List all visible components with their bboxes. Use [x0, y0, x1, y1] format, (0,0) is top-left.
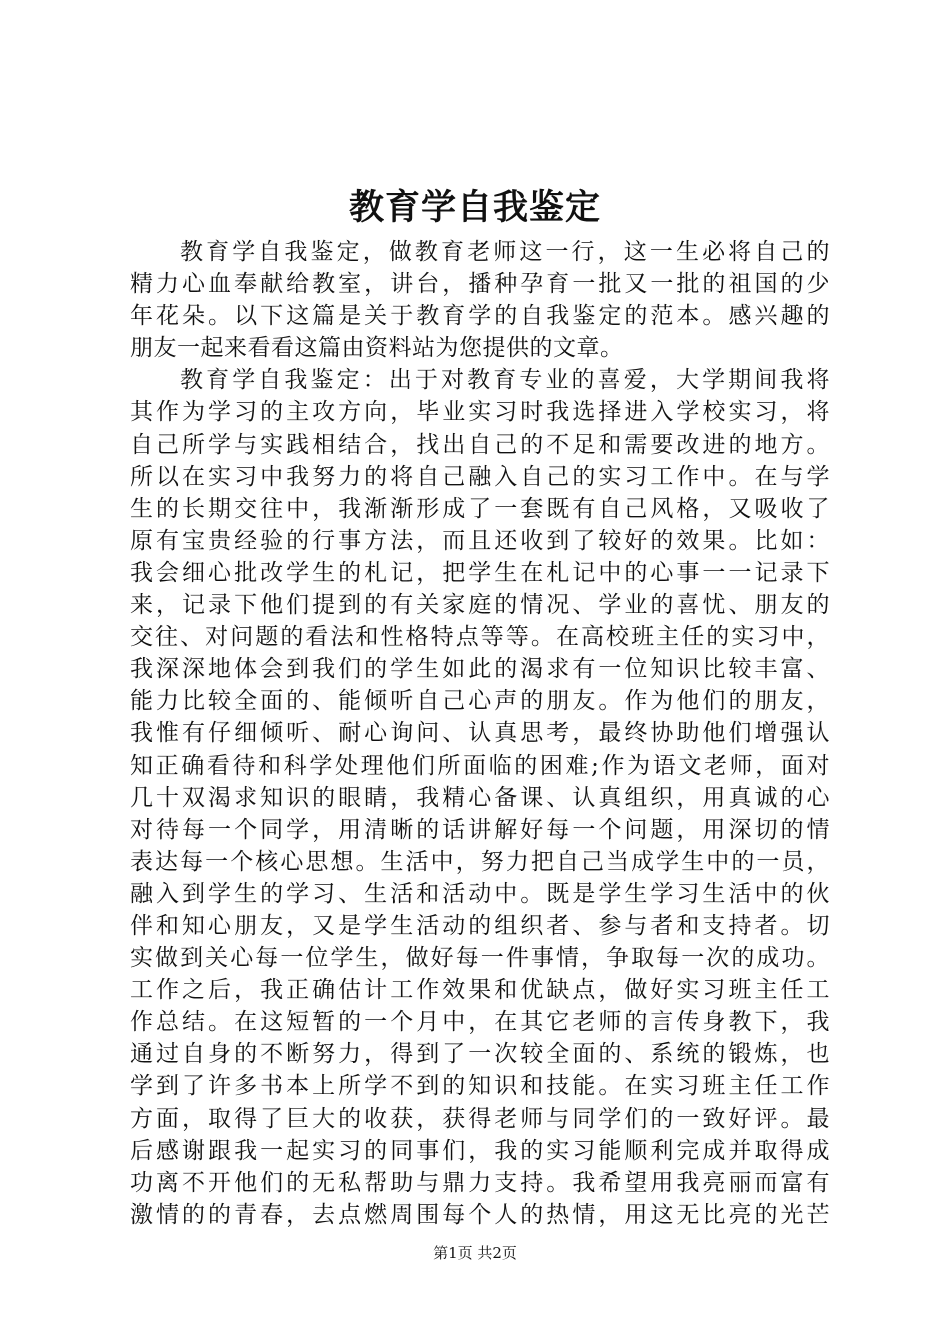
- text-line: 知正确看待和科学处理他们所面临的困难;作为语文老师，面对: [130, 752, 830, 779]
- text-line: 通过自身的不断努力，得到了一次较全面的、系统的锻炼，也: [130, 1041, 830, 1068]
- text-line: 激情的的青春，去点燃周围每个人的热情，用这无比亮的光芒: [130, 1201, 830, 1228]
- text-line: 能力比较全面的、能倾听自己心声的朋友。作为他们的朋友，: [130, 688, 830, 715]
- text-line: 方面，取得了巨大的收获，获得老师与同学们的一致好评。最: [130, 1105, 830, 1132]
- text-line: 学到了许多书本上所学不到的知识和技能。在实习班主任工作: [130, 1073, 830, 1100]
- text-line: 对待每一个同学，用清晰的话讲解好每一个问题，用深切的情: [130, 816, 830, 843]
- text-line: 我惟有仔细倾听、耐心询问、认真思考，最终协助他们增强认: [130, 720, 830, 747]
- text-line: 作总结。在这短暂的一个月中，在其它老师的言传身教下，我: [130, 1009, 830, 1036]
- text-line: 朋友一起来看看这篇由资料站为您提供的文章。: [130, 335, 624, 362]
- text-line: 交往、对问题的看法和性格特点等等。在高校班主任的实习中，: [130, 624, 830, 651]
- document-title: 教育学自我鉴定: [348, 187, 601, 228]
- text-line: 伴和知心朋友，又是学生活动的组织者、参与者和支持者。切: [130, 912, 830, 939]
- text-line: 后感谢跟我一起实习的同事们，我的实习能顺利完成并取得成: [130, 1137, 830, 1164]
- text-line: 教育学自我鉴定：出于对教育专业的喜爱，大学期间我将: [180, 367, 830, 394]
- text-line: 功离不开他们的无私帮助与鼎力支持。我希望用我亮丽而富有: [130, 1169, 830, 1196]
- text-line: 表达每一个核心思想。生活中，努力把自己当成学生中的一员，: [130, 848, 830, 875]
- text-line: 教育学自我鉴定，做教育老师这一行，这一生必将自己的: [180, 239, 830, 265]
- document-body: [130, 236, 830, 1231]
- text-line: 年花朵。以下这篇是关于教育学的自我鉴定的范本。感兴趣的: [130, 303, 830, 330]
- text-line: 几十双渴求知识的眼睛，我精心备课、认真组织，用真诚的心: [130, 784, 830, 811]
- text-line: 工作之后，我正确估计工作效果和优缺点，做好实习班主任工: [130, 977, 830, 1004]
- text-line: 其作为学习的主攻方向，毕业实习时我选择进入学校实习，将: [130, 399, 830, 426]
- text-line: 精力心血奉献给教室，讲台，播种孕育一批又一批的祖国的少: [130, 271, 830, 298]
- text-line: 我会细心批改学生的札记，把学生在札记中的心事一一记录下: [130, 559, 830, 586]
- text-line: 生的长期交往中，我渐渐形成了一套既有自己风格，又吸收了: [130, 495, 830, 522]
- text-line: 自己所学与实践相结合，找出自己的不足和需要改进的地方。: [130, 431, 830, 458]
- text-line: 所以在实习中我努力的将自己融入自己的实习工作中。在与学: [130, 463, 830, 490]
- page-number: 第1页 共2页: [433, 1244, 517, 1262]
- text-line: 融入到学生的学习、生活和活动中。既是学生学习生活中的伙: [130, 880, 830, 907]
- text-line: 原有宝贵经验的行事方法，而且还收到了较好的效果。比如：: [130, 527, 830, 554]
- text-line: 我深深地体会到我们的学生如此的渴求有一位知识比较丰富、: [130, 656, 830, 683]
- text-line: 来，记录下他们提到的有关家庭的情况、学业的喜忧、朋友的: [130, 592, 830, 619]
- text-line: 实做到关心每一位学生，做好每一件事情，争取每一次的成功。: [130, 945, 830, 972]
